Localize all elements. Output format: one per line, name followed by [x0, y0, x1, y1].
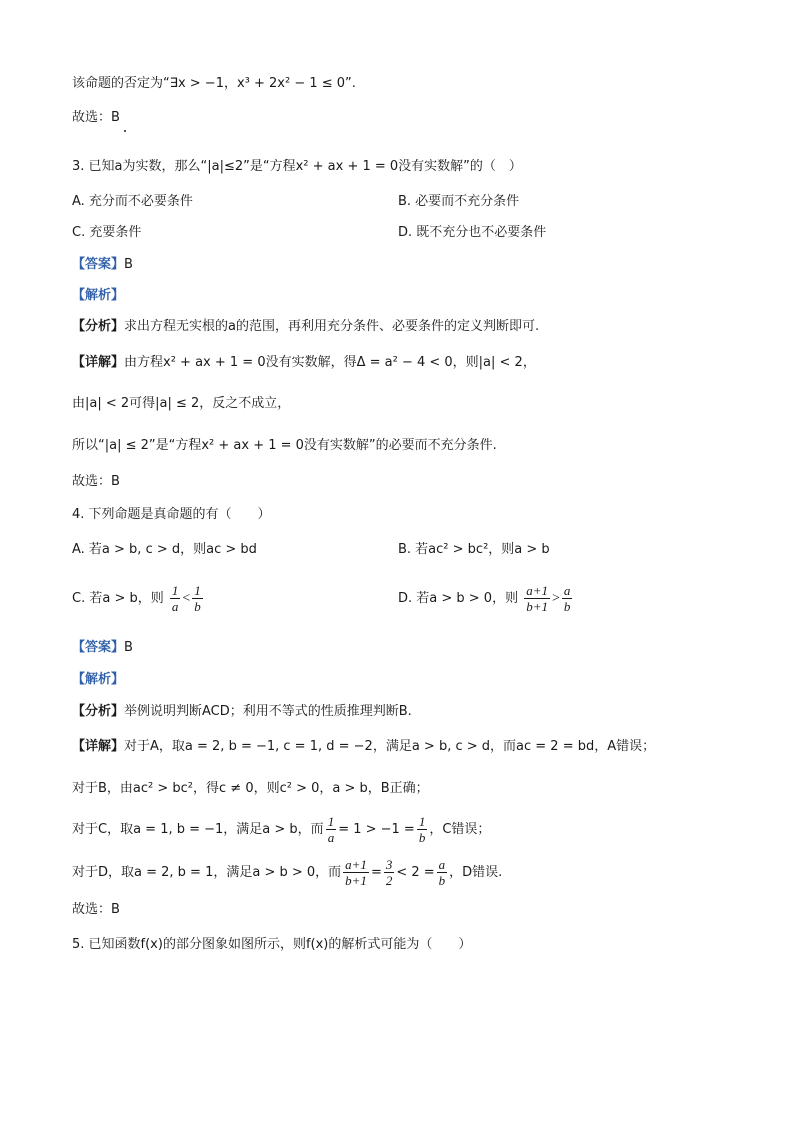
q3-option-d: D. 既不充分也不必要条件	[398, 225, 547, 240]
fraction-1-over-b	[417, 814, 428, 845]
denominator: b+1	[526, 599, 549, 614]
numerator: 1	[194, 583, 201, 598]
q3-option-a: A. 充分而不必要条件	[72, 194, 193, 209]
q3-select: 故选：B	[72, 474, 120, 489]
q4-select: 故选：B	[72, 902, 120, 917]
stray-dot	[124, 130, 126, 132]
fraction-3-over-2	[384, 857, 395, 888]
xiangjie-3-mid: = 1 > −1 =	[338, 822, 415, 837]
xiangjie-tag: 【详解】	[72, 355, 125, 370]
q3-analysis-heading: 【解析】	[72, 288, 125, 303]
q3-option-b: B. 必要而不充分条件	[398, 194, 520, 209]
xiangjie-4-mid2: < 2 =	[396, 865, 435, 880]
q3-option-c: C. 充要条件	[72, 225, 142, 240]
q4-xiangjie-1	[72, 737, 655, 757]
answer-tag: 【答案】	[72, 640, 125, 655]
fraction-a1-over-b1	[524, 583, 550, 614]
xiangjie-4-pre: 对于D，取a = 2, b = 1，满足a > b > 0，而	[72, 865, 342, 880]
q4-stem: 4. 下列命题是真命题的有（ ）	[72, 507, 271, 522]
q4-xiangjie-3	[72, 813, 490, 847]
q3-answer	[72, 255, 133, 275]
numerator: a	[438, 857, 446, 872]
q3-xiangjie-1	[72, 353, 536, 373]
fenxi-text: 举例说明判断ACD；利用不等式的性质推理判断B.	[124, 704, 412, 719]
q4-xiangjie-4	[72, 856, 502, 890]
q4-option-a: A. 若a > b, c > d，则ac > bd	[72, 542, 257, 557]
numerator: a+1	[526, 583, 549, 598]
xiangjie-text: 对于A，取a = 2, b = −1, c = 1, d = −2，满足a > b, c > d，而ac = 2 = bd，A错误；	[124, 739, 656, 754]
q3-fenxi	[72, 317, 539, 337]
q4-analysis-heading: 【解析】	[72, 672, 125, 687]
q3-xiangjie-3: 所以“|a| ≤ 2”是“方程x² + ax + 1 = 0没有实数解”的必要而不充分条件.	[72, 438, 497, 453]
denominator: b	[438, 873, 446, 888]
fraction-1-over-a	[170, 583, 181, 614]
q4-option-d: D. 若a > b > 0，则 $\frac{a+1}{b+1}$ > $\frac{a}{b}$	[398, 583, 571, 614]
option-c-text: C. 若a > b，则	[72, 591, 164, 606]
xiangjie-text: 由方程x² + ax + 1 = 0没有实数解，得Δ = a² − 4 < 0，则|a| < 2，	[124, 355, 536, 370]
fenxi-tag: 【分析】	[72, 704, 125, 719]
select-answer: 故选：B	[72, 110, 120, 125]
denominator: a	[327, 830, 335, 845]
fraction-1-over-a	[326, 814, 337, 845]
fenxi-text: 求出方程无实根的a的范围，再利用充分条件、必要条件的定义判断即可.	[124, 319, 540, 334]
q3-stem: 3. 已知a为实数，那么“|a|≤2”是“方程x² + ax + 1 = 0没有实数解”的（ ）	[72, 159, 522, 174]
answer-value: B	[124, 257, 133, 272]
numerator: a	[563, 583, 571, 598]
denominator: b	[418, 830, 426, 845]
denominator: b+1	[345, 873, 367, 888]
numerator: a+1	[345, 857, 367, 872]
denominator: a	[171, 599, 179, 614]
q5-stem: 5. 已知函数f(x)的部分图象如图所示，则f(x)的解析式可能为（ ）	[72, 937, 472, 952]
xiangjie-3-post: ，C错误；	[429, 822, 491, 837]
xiangjie-4-post: ，D错误.	[449, 865, 503, 880]
q4-answer	[72, 638, 133, 658]
answer-value: B	[124, 640, 133, 655]
q4-fenxi	[72, 702, 412, 722]
q4-option-c: C. 若a > b，则 $\frac{1}{a}$ < $\frac{1}{b}$	[72, 583, 201, 614]
numerator: 1	[418, 814, 426, 829]
numerator: 1	[327, 814, 335, 829]
denominator: b	[194, 599, 201, 614]
fenxi-tag: 【分析】	[72, 319, 125, 334]
numerator: 1	[171, 583, 179, 598]
numerator: 3	[385, 857, 393, 872]
fraction-a1-over-b1	[343, 857, 369, 888]
q3-xiangjie-2: 由|a| < 2可得|a| ≤ 2，反之不成立，	[72, 396, 291, 411]
fraction-1-over-b	[192, 583, 203, 614]
xiangjie-tag: 【详解】	[72, 739, 125, 754]
line-negation: 该命题的否定为“∃x > −1，x³ + 2x² − 1 ≤ 0”.	[72, 76, 356, 91]
xiangjie-4-mid1: =	[370, 865, 382, 880]
denominator: 2	[385, 873, 393, 888]
fraction-a-over-b	[437, 857, 448, 888]
q4-xiangjie-2: 对于B，由ac² > bc²，得c ≠ 0，则c² > 0，a > b，B正确；	[72, 781, 429, 796]
denominator: b	[563, 599, 571, 614]
option-d-text: D. 若a > b > 0，则	[398, 591, 519, 606]
xiangjie-3-pre: 对于C，取a = 1, b = −1，满足a > b，而	[72, 822, 324, 837]
answer-tag: 【答案】	[72, 257, 125, 272]
fraction-a-over-b	[562, 583, 573, 614]
q4-option-b: B. 若ac² > bc²，则a > b	[398, 542, 550, 557]
